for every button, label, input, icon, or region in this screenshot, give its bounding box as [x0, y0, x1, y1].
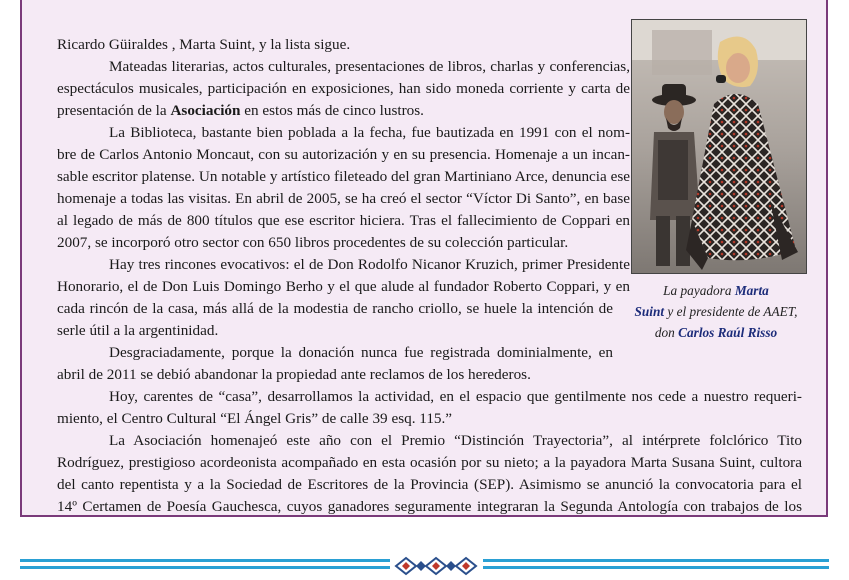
photo-illustration: [632, 20, 807, 274]
photo: [631, 19, 807, 274]
text-line: Rodríguez, prestigioso acordeonista acompañado en esta ocasión por su nieto; a la payadora Marta Susana Suint, cultora: [57, 454, 802, 471]
caption-text: y el presidente de AAET,: [664, 304, 798, 319]
caption-name: Marta: [734, 283, 769, 298]
text-line: La Biblioteca, bastante bien poblada a la fecha, fue bautizada en 1991 con el nom-: [109, 124, 630, 141]
text-line: Honorario, el de Don Luis Domingo Berho y el que alude al fundador Roberto Coppari, y en: [57, 278, 630, 295]
caption-text: don: [654, 325, 679, 340]
text-line: Ricardo Güiraldes , Marta Suint, y la lista sigue.: [57, 36, 351, 53]
text-line: Mateadas literarias, actos culturales, presentaciones de libros, charlas y conferencias,: [109, 58, 630, 75]
caption-line: [610, 322, 822, 343]
ornament-icon: [393, 555, 479, 577]
text-line: homenaje a todas las visitas. En abril de 2005, se ha creó el sector “Víctor Di Santo”, en base: [57, 190, 630, 207]
text-line: Hay tres rincones evocativos: el de Don Rodolfo Nicanor Kruzich, primer Presidente: [109, 256, 630, 273]
text-line: 2007, se incorporó otro sector con 650 libros procedentes de su colección particular.: [57, 234, 569, 251]
text-line: 14º Certamen de Poesía Gauchesca, cuyos ganadores seguramente integraran la Segunda Antología con trabajos de los: [57, 498, 802, 515]
text-line: [57, 100, 630, 122]
caption-line: [610, 280, 822, 301]
decorative-rule: [20, 566, 390, 569]
caption-name: Suint: [634, 304, 665, 319]
text-span: presentación de la: [57, 102, 171, 119]
text-line: cada rincón de la casa, más allá de la modestia de rancho criollo, se huele la intención de: [57, 300, 613, 317]
caption-text: La payadora: [663, 283, 735, 298]
text-line: serle útil a la argentinidad.: [57, 322, 219, 339]
caption-line: [610, 301, 822, 322]
text-line: abril de 2011 se debió abandonar la propiedad ante reclamos de los herederos.: [57, 366, 531, 383]
text-line: bre de Carlos Antonio Moncaut, con su autorización y en su presencia. Homenaje a un incan-: [57, 146, 630, 163]
text-line: al legado de más de 800 títulos que ese escritor hiciera. Tras el fallecimiento de Coppari en: [57, 212, 630, 229]
text-line: espectáculos musicales, participación en exposiciones, han sido moneda corriente y carta de: [57, 80, 630, 97]
text-line: del canto repentista y a la Sociedad de Escritores de la Provincia (SEP). Asimismo se anunció la convocatoria para el: [57, 476, 802, 493]
decorative-rule: [20, 559, 390, 562]
text-line: sable escritor platense. Un notable y artístico fileteado del gran Martiniano Arce, denuncia ese: [57, 168, 630, 185]
text-span: en estos más de cinco lustros.: [240, 102, 424, 119]
caption-name: Carlos Raúl Risso: [678, 325, 778, 340]
decorative-rule: [483, 559, 829, 562]
text-line: miento, el Centro Cultural “El Ángel Gris” de calle 39 esq. 115.”: [57, 410, 453, 427]
association-bold: Asociación: [170, 102, 241, 119]
text-line: La Asociación homenajeó este año con el Premio “Distinción Trayectoria”, al intérprete folclórico Tito: [109, 432, 802, 449]
decorative-rule: [483, 566, 829, 569]
text-line: Hoy, carentes de “casa”, desarrollamos la actividad, en el espacio que gentilmente nos cede a nuestro requeri-: [109, 388, 802, 405]
text-line: Desgraciadamente, porque la donación nunca fue registrada dominialmente, en: [109, 344, 613, 361]
